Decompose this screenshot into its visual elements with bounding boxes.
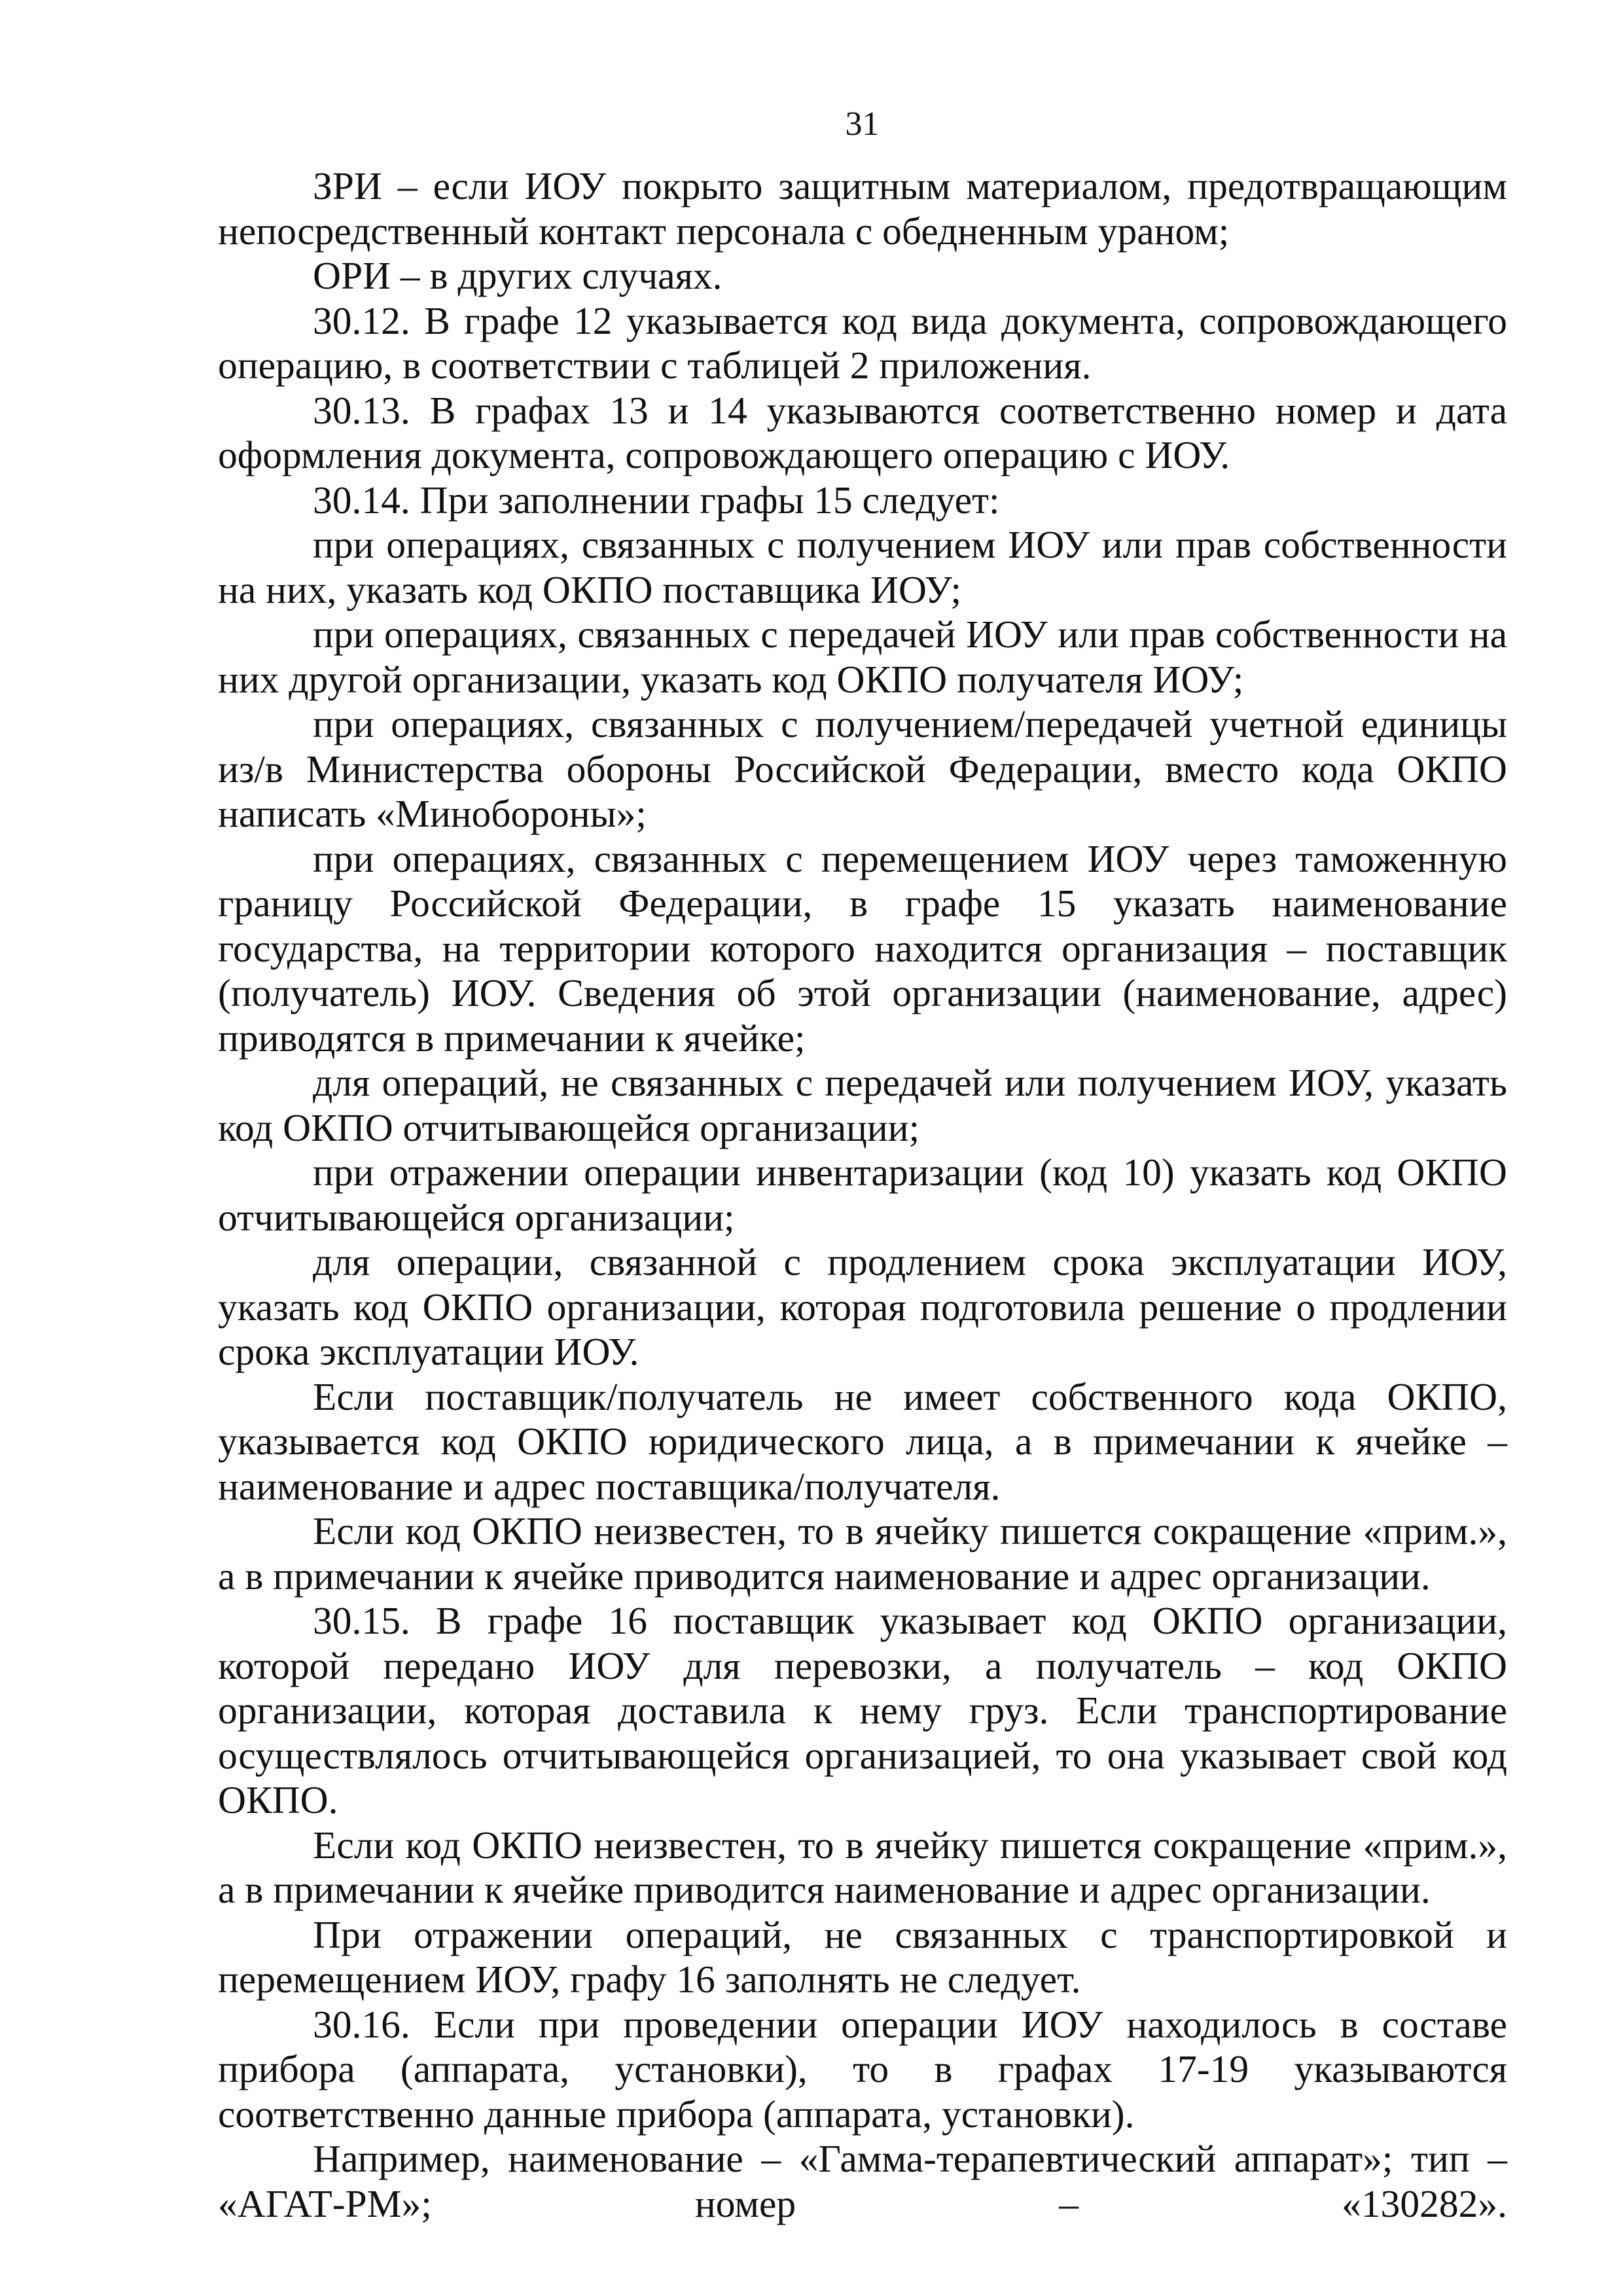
paragraph-customs: при операциях, связанных с перемещением ИОУ через таможенную границу Российской Федерации, в графе 15 указать наименование государства, на территории которого находится организация – поставщик (получатель) ИОУ. Сведения об этой организации (наименование, адрес) приводятся в примечании к ячейке; <box>218 836 1507 1060</box>
paragraph-zri: ЗРИ – если ИОУ покрыто защитным материалом, предотвращающим непосредственный контакт персонала с обедненным ураном; <box>218 164 1507 253</box>
paragraph-30-14: 30.14. При заполнении графы 15 следует: <box>313 478 1000 522</box>
paragraph-okpo-unknown: Если код ОКПО неизвестен, то в ячейку пишется сокращение «прим.», а в примечании к ячейке приводится наименование и адрес организации. <box>218 1509 1507 1598</box>
paragraph-service-extension: для операции, связанной с продлением срока эксплуатации ИОУ, указать код ОКПО организации, которая подготовила решение о продлении срока эксплуатации ИОУ. <box>218 1240 1507 1373</box>
paragraph-inventory: при отражении операции инвентаризации (код 10) указать код ОКПО отчитывающейся организации; <box>218 1151 1507 1239</box>
paragraph-other-operations: для операций, не связанных с передачей или получением ИОУ, указать код ОКПО отчитывающейся организации; <box>218 1061 1507 1149</box>
page-number: 31 <box>845 105 880 143</box>
paragraph-30-15: 30.15. В графе 16 поставщик указывает код ОКПО организации, которой передано ИОУ для перевозки, а получатель – код ОКПО организации, которая доставила к нему груз. Если транспортирование осуществлялось отчитывающейся организацией, то она указывает свой код ОКПО. <box>218 1599 1507 1821</box>
paragraph-ori: ОРИ – в других случаях. <box>313 254 722 297</box>
paragraph-receipt: при операциях, связанных с получением ИОУ или прав собственности на них, указать код ОКПО поставщика ИОУ; <box>218 523 1507 611</box>
paragraph-30-16: 30.16. Если при проведении операции ИОУ находилось в составе прибора (аппарата, установки), то в графах 17-19 указываются соответственно данные прибора (аппарата, установки). <box>218 2002 1507 2136</box>
paragraph-30-13: 30.13. В графах 13 и 14 указываются соответственно номер и дата оформления документа, сопровождающего операцию с ИОУ. <box>218 388 1507 476</box>
paragraph-transfer: при операциях, связанных с передачей ИОУ или прав собственности на них другой организации, указать код ОКПО получателя ИОУ; <box>218 613 1507 701</box>
paragraph-30-12: 30.12. В графе 12 указывается код вида документа, сопровождающего операцию, в соответствии с таблицей 2 приложения. <box>218 298 1507 387</box>
paragraph-no-transport: При отражении операций, не связанных с транспортировкой и перемещением ИОУ, графу 16 заполнять не следует. <box>218 1912 1507 2001</box>
paragraph-defense-ministry: при операциях, связанных с получением/передачей учетной единицы из/в Министерства обороны Российской Федерации, вместо кода ОКПО написать «Минобороны»; <box>218 702 1507 835</box>
paragraph-okpo-unknown-2: Если код ОКПО неизвестен, то в ячейку пишется сокращение «прим.», а в примечании к ячейке приводится наименование и адрес организации. <box>218 1823 1507 1911</box>
body-text <box>218 164 1507 2226</box>
paragraph-example: Например, наименование – «Гамма-терапевтический аппарат»; тип – «АГАТ-РМ»; номер – «130282». <box>218 2137 1507 2225</box>
paragraph-no-okpo: Если поставщик/получатель не имеет собственного кода ОКПО, указывается код ОКПО юридического лица, а в примечании к ячейке – наименование и адрес поставщика/получателя. <box>218 1374 1507 1508</box>
